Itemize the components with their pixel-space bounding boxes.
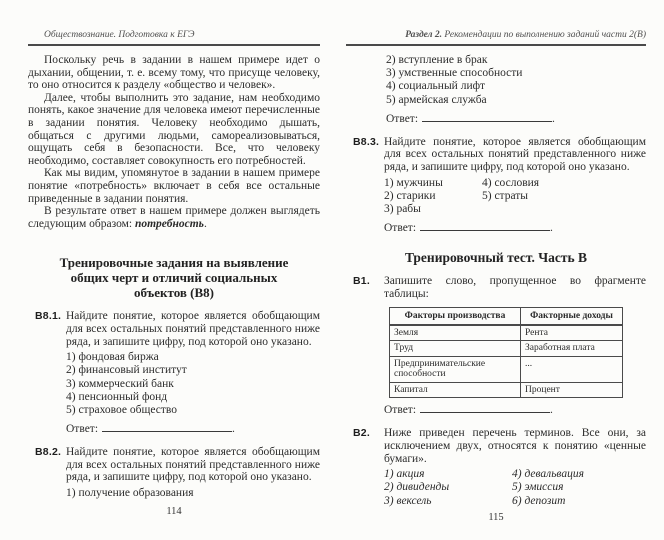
option-item: 1) мужчины bbox=[384, 176, 443, 189]
table-cell: Земля bbox=[390, 325, 521, 341]
option-item: 4) социальный лифт bbox=[386, 80, 486, 93]
question-b8-2-options-continued bbox=[386, 54, 646, 126]
question-b8-2-text: Найдите понятие, которое является обобщающим для всех остальных понятий представленного ниже ряда, и запишите цифру, под которой оно указано. bbox=[66, 446, 320, 484]
question-b8-1-text: Найдите понятие, которое является обобщающим для всех остальных понятий представленного ниже ряда, и запишите цифру, под которой оно указано. bbox=[66, 310, 320, 348]
question-b1-text: Запишите слово, пропущенное во фрагменте таблицы: bbox=[384, 275, 646, 300]
table-cell: ... bbox=[521, 356, 623, 382]
answer-period: . bbox=[232, 423, 235, 436]
answer-line-b8-1 bbox=[66, 422, 320, 436]
table-row bbox=[390, 382, 623, 398]
option-item: 2) старики bbox=[384, 189, 436, 202]
option-item: 2) дивиденды bbox=[384, 481, 450, 494]
table-header-row bbox=[390, 308, 623, 325]
option-item: 5) страховое общество bbox=[66, 403, 177, 416]
answer-blank bbox=[102, 422, 232, 432]
option-item: 1) получение образования bbox=[66, 486, 194, 499]
option-item: 6) депозит bbox=[512, 494, 566, 507]
left-running-header bbox=[28, 30, 320, 46]
table-header-cell: Факторные доходы bbox=[521, 308, 623, 325]
section-heading-line-1: Тренировочные задания на выявление bbox=[59, 255, 289, 271]
right-running-header-section: Раздел 2. bbox=[405, 30, 443, 40]
question-b1 bbox=[346, 275, 646, 417]
paragraph-4-text: В результате ответ в нашем примере должен выглядеть следующим образом: bbox=[28, 205, 320, 230]
question-b2-text: Ниже приведен перечень терминов. Все они, за исключением двух, относятся к понятию «ценные бумаги». bbox=[384, 427, 646, 465]
question-b8-2-options bbox=[66, 487, 320, 500]
paragraph-1: Поскольку речь в задании в нашем примере идет о дыхании, общении, т. е. всему тому, что присуще человеку, то оно относится к разделу «общество и человек». bbox=[28, 54, 320, 92]
right-running-header bbox=[346, 30, 646, 46]
answer-line-b1 bbox=[384, 403, 646, 417]
question-b2-label: В2. bbox=[353, 427, 370, 440]
question-b8-3-options bbox=[384, 177, 646, 217]
right-running-header-text: Рекомендации по выполнению заданий части 2(В) bbox=[442, 30, 646, 40]
answer-label: Ответ: bbox=[384, 222, 417, 235]
answer-period: . bbox=[550, 222, 553, 235]
options-column-2 bbox=[482, 177, 539, 217]
left-running-header-text: Обществознание. Подготовка к ЕГЭ bbox=[44, 30, 195, 40]
options-column-2 bbox=[512, 468, 584, 508]
answer-label: Ответ: bbox=[384, 404, 417, 417]
answer-line-b8-3 bbox=[384, 221, 646, 235]
option-item: 3) рабы bbox=[384, 203, 421, 215]
section-heading-b8 bbox=[28, 255, 320, 300]
left-page bbox=[28, 30, 320, 517]
table-row bbox=[390, 325, 623, 341]
question-b8-3 bbox=[346, 136, 646, 235]
question-b8-2-label: В8.2. bbox=[35, 446, 62, 459]
table-cell: Предпринимательские способности bbox=[390, 356, 521, 382]
answer-line-b8-2 bbox=[386, 112, 646, 126]
paragraph-2: Далее, чтобы выполнить это задание, нам необходимо понять, какое значение для человека имеют перечисленные в задании понятия. Человеку необходимо дышать, общаться с другими людьми, самореализовываться, ощущать себя в безопасности. Все, что человеку необходимо, составляет совокупность его потребностей. bbox=[28, 91, 320, 167]
answer-blank bbox=[422, 112, 552, 122]
table-row bbox=[390, 356, 623, 382]
paragraph-4-period: . bbox=[203, 217, 207, 230]
section-heading-line-3: объектов (В8) bbox=[133, 285, 214, 301]
factors-table bbox=[389, 307, 623, 398]
answer-blank bbox=[420, 403, 550, 413]
option-item: 4) пенсионный фонд bbox=[66, 390, 168, 403]
answer-period: . bbox=[552, 112, 555, 125]
option-item: 1) акция bbox=[384, 468, 425, 481]
option-item: 2) финансовый институт bbox=[66, 364, 187, 377]
question-b8-1 bbox=[28, 310, 320, 436]
answer-label: Ответ: bbox=[66, 423, 99, 436]
section-heading-line-2: общих черт и отличий социальных bbox=[70, 270, 278, 286]
table-cell: Заработная плата bbox=[521, 341, 623, 357]
test-heading: Тренировочный тест. Часть В bbox=[404, 250, 588, 266]
right-page-number: 115 bbox=[488, 511, 504, 523]
table-cell: Рента bbox=[521, 325, 623, 341]
paragraph-4-emphasis: потребность bbox=[134, 217, 204, 230]
table-cell: Процент bbox=[521, 382, 623, 398]
option-item: 5) армейская служба bbox=[386, 93, 487, 106]
option-item: 5) страты bbox=[482, 189, 529, 202]
options-column-1 bbox=[384, 468, 482, 508]
question-b8-3-label: В8.3. bbox=[353, 135, 380, 148]
answer-period: . bbox=[550, 404, 553, 417]
answer-blank bbox=[420, 221, 550, 231]
right-page bbox=[346, 30, 646, 523]
table-cell: Капитал bbox=[390, 382, 521, 398]
option-item: 3) вексель bbox=[384, 494, 432, 507]
left-body-text bbox=[28, 54, 320, 230]
paragraph-4 bbox=[28, 205, 320, 230]
option-item: 3) умственные способности bbox=[386, 67, 523, 80]
left-page-number: 114 bbox=[166, 506, 182, 518]
question-b2 bbox=[346, 427, 646, 507]
option-item: 5) эмиссия bbox=[512, 481, 564, 494]
question-b8-3-text: Найдите понятие, которое является обобщающим для всех остальных понятий представленного ниже ряда, и запишите цифру, под которой оно указано. bbox=[384, 135, 646, 173]
question-b2-options bbox=[384, 468, 646, 508]
option-item: 4) девальвация bbox=[512, 468, 584, 481]
question-b1-label: В1. bbox=[353, 275, 370, 288]
question-b8-1-options bbox=[66, 351, 320, 417]
option-item: 2) вступление в брак bbox=[386, 54, 488, 66]
options-column-1 bbox=[384, 177, 454, 217]
paragraph-3: Как мы видим, упомянутое в задании в нашем примере понятие «потребность» включает в себя все остальные приведенные в задании понятия. bbox=[28, 167, 320, 205]
table-row bbox=[390, 341, 623, 357]
question-b8-2 bbox=[28, 446, 320, 500]
table-cell: Труд bbox=[390, 341, 521, 357]
option-item: 1) фондовая биржа bbox=[66, 351, 159, 364]
question-b8-1-label: В8.1. bbox=[35, 310, 62, 323]
option-item: 4) сословия bbox=[482, 176, 540, 189]
option-item: 3) коммерческий банк bbox=[66, 377, 174, 390]
answer-label: Ответ: bbox=[386, 112, 419, 125]
table-header-cell: Факторы производства bbox=[390, 308, 521, 325]
